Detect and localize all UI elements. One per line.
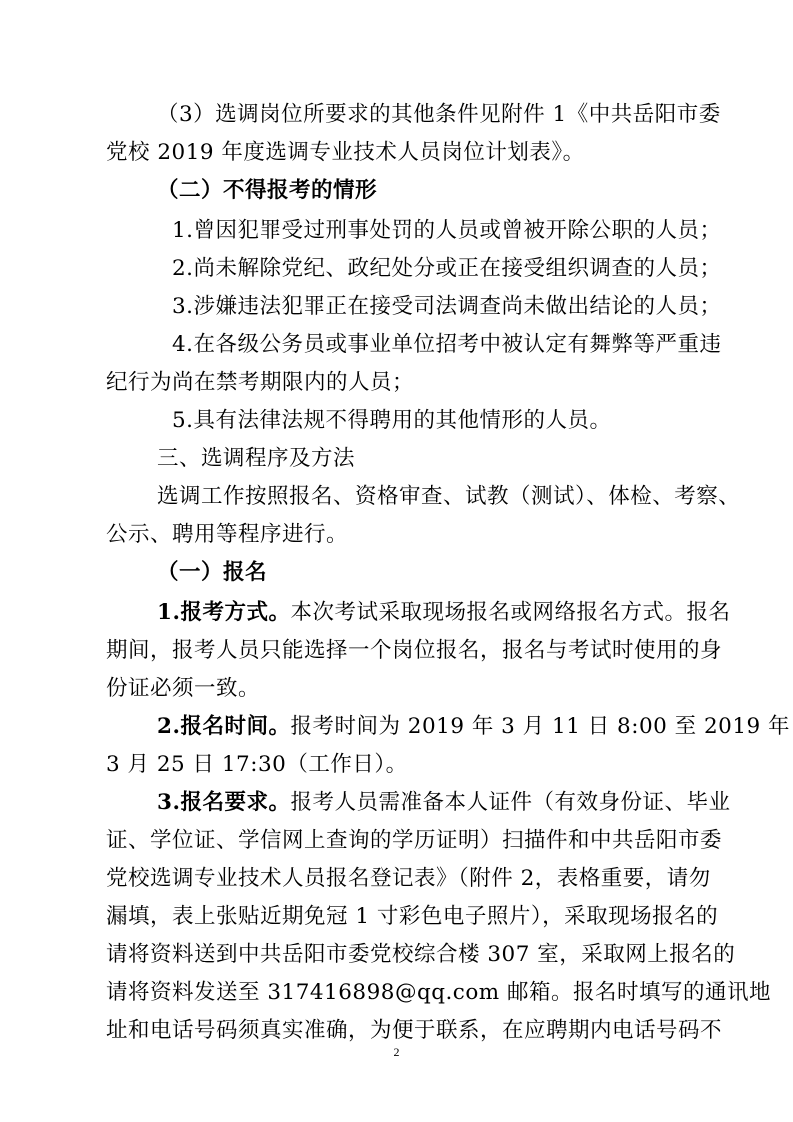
subsection-heading: （一）报名 [157,560,268,585]
paragraph-line: 漏填，表上张贴近期免冠 1 寸彩色电子照片），采取现场报名的 [106,904,719,929]
paragraph-line: 党校选调专业技术人员报名登记表》（附件 2，表格重要，请勿 [106,866,711,891]
paragraph-line: 选调工作按照报名、资格审查、试教（测试）、体检、考察、 [157,484,741,509]
paragraph-line: 址和电话号码须真实准确，为便于联系，在应聘期内电话号码不 [106,1018,723,1043]
paragraph-line: 请将资料发送至 317416898@qq.com 邮箱。报名时填写的通讯地 [106,980,772,1005]
paragraph-text: 本次考试采取现场报名或网络报名方式。报名 [290,600,731,625]
paragraph-line: 请将资料送到中共岳阳市委党校综合楼 307 室，采取网上报名的 [106,942,736,967]
list-item: 4.在各级公务员或事业单位招考中被认定有舞弊等严重违 [172,332,722,357]
page-number: 2 [393,1045,400,1059]
paragraph-line [157,712,791,742]
bold-lead: 2.报名时间。 [157,714,291,739]
list-item: 1.曾因犯罪受过刑事处罚的人员或曾被开除公职的人员； [172,218,722,243]
section-heading: 三、选调程序及方法 [157,446,356,471]
list-item: 2.尚未解除党纪、政纪处分或正在接受组织调查的人员； [172,256,722,281]
paragraph-line: 证、学位证、学信网上查询的学历证明）扫描件和中共岳阳市委 [106,828,723,853]
paragraph-text: 报考时间为 2019 年 3 月 11 日 8:00 至 2019 年 [290,714,791,739]
paragraph-line: 份证必须一致。 [106,676,261,701]
paragraph-line: 党校 2019 年度选调专业技术人员岗位计划表》。 [106,140,585,165]
paragraph-line [157,598,731,628]
paragraph-line: 公示、聘用等程序进行。 [106,522,349,547]
paragraph-line: 3 月 25 日 17:30（工作日）。 [106,752,408,777]
list-item: 5.具有法律法规不得聘用的其他情形的人员。 [172,408,612,433]
paragraph-line: 期间，报考人员只能选择一个岗位报名，报名与考试时使用的身 [106,638,723,663]
paragraph-line [157,788,731,818]
paragraph-text: 报考人员需准备本人证件（有效身份证、毕业 [290,790,731,815]
bold-lead: 3.报名要求。 [157,790,291,815]
section-heading: （二）不得报考的情形 [157,178,378,203]
bold-lead: 1.报考方式。 [157,600,291,625]
list-item-continuation: 纪行为尚在禁考期限内的人员； [106,370,415,395]
list-item: 3.涉嫌违法犯罪正在接受司法调查尚未做出结论的人员； [172,294,722,319]
paragraph-line: （3）选调岗位所要求的其他条件见附件 1《中共岳阳市委 [157,102,721,127]
